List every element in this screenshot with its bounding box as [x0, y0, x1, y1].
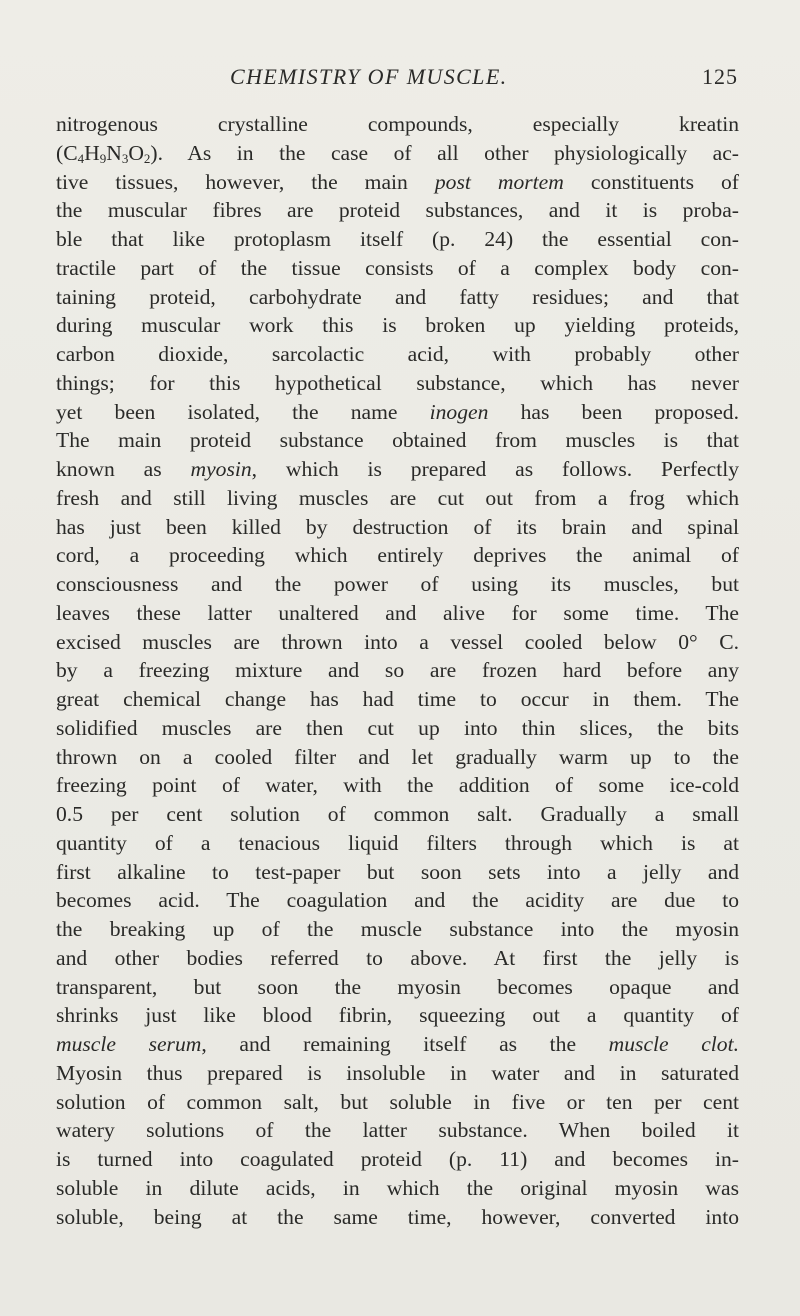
text-line	[56, 743, 739, 772]
text-run: leaves these latter unaltered and alive for some time. The	[56, 600, 739, 625]
text-run: watery solutions of the latter substance. When boiled it	[56, 1118, 739, 1143]
text-line	[56, 829, 739, 858]
text-run: freezing point of water, with the addition of some ice-cold	[56, 773, 739, 798]
text-run: by a freezing mixture and so are frozen hard before any	[56, 658, 739, 683]
text-line	[56, 771, 739, 800]
text-run: yet been isolated, the name	[56, 399, 430, 424]
text-run: tive tissues, however, the main	[56, 169, 435, 194]
text-line	[56, 340, 739, 369]
text-run: constituents of	[563, 169, 739, 194]
italic-term: myosin	[190, 457, 252, 481]
text-run: has just been killed by destruction of its brain and spinal	[56, 514, 739, 539]
text-line	[56, 886, 739, 915]
text-line	[56, 858, 739, 887]
italic-term: post mortem	[434, 169, 564, 194]
text-line	[56, 1174, 739, 1203]
italic-term: inogen	[429, 399, 489, 424]
text-run: fresh and still living muscles are cut out from a frog which	[56, 485, 739, 510]
text-line	[56, 944, 739, 973]
text-line	[56, 541, 739, 570]
text-run: thrown on a cooled filter and let gradually warm up to the	[56, 744, 739, 769]
text-run: is turned into coagulated proteid (p. 11) and becomes in-	[56, 1147, 739, 1171]
text-run: $(C_4H_9N_3O_2)$. As in the case of all other physiologically ac-	[56, 140, 739, 166]
text-line	[56, 570, 739, 599]
italic-term: muscle clot.	[608, 1032, 740, 1056]
text-run: consciousness and the power of using its muscles, but	[56, 572, 739, 596]
text-line	[56, 973, 739, 1002]
text-line	[56, 168, 739, 197]
text-run: the breaking up of the muscle substance into the myosin	[56, 917, 739, 941]
running-title: CHEMISTRY OF MUSCLE.	[230, 64, 508, 89]
text-run: first alkaline to test-paper but soon sets into a jelly and	[56, 859, 739, 884]
text-run: The main proteid substance obtained from muscles is that	[56, 428, 739, 453]
text-run: tractile part of the tissue consists of a complex body con-	[56, 255, 739, 280]
text-line	[56, 1001, 739, 1030]
text-line	[56, 685, 739, 714]
text-line	[56, 110, 739, 139]
text-run: has been proposed.	[488, 399, 739, 424]
text-line	[56, 599, 739, 628]
page-header	[0, 64, 800, 98]
text-run: solution of common salt, but soluble in five or ten per cent	[56, 1089, 739, 1114]
text-run: ble that like protoplasm itself (p. 24) the essential con-	[56, 227, 739, 251]
text-run: great chemical change has had time to occur in them. The	[56, 687, 739, 711]
text-line	[56, 1088, 739, 1117]
text-line	[56, 283, 739, 312]
text-line	[56, 1030, 739, 1059]
text-line	[56, 369, 739, 398]
text-line	[56, 513, 739, 542]
text-line	[56, 426, 739, 455]
text-line	[56, 139, 739, 168]
text-run: Myosin thus prepared is insoluble in water and in saturated	[56, 1060, 739, 1085]
text-run: quantity of a tenacious liquid filters through which is at	[56, 830, 739, 855]
text-run: , and remaining itself as the	[201, 1032, 609, 1056]
text-run: solidified muscles are then cut up into thin slices, the bits	[56, 715, 739, 740]
text-line	[56, 1145, 739, 1174]
text-run: taining proteid, carbohydrate and fatty residues; and that	[56, 284, 739, 309]
page-number: 125	[702, 64, 738, 89]
text-line	[56, 484, 739, 513]
text-run: soluble, being at the same time, however, converted into	[56, 1204, 739, 1229]
italic-term: muscle serum	[56, 1032, 202, 1056]
text-line	[56, 225, 739, 254]
text-run: transparent, but soon the myosin becomes opaque and	[56, 974, 739, 999]
text-line	[56, 656, 739, 685]
text-run: the muscular fibres are proteid substances, and it is proba-	[56, 198, 739, 223]
text-line	[56, 628, 739, 657]
text-run: carbon dioxide, sarcolactic acid, with probably other	[56, 342, 739, 366]
text-line	[56, 1116, 739, 1145]
text-run: cord, a proceeding which entirely deprives the animal of	[56, 543, 739, 568]
text-line	[56, 398, 739, 427]
text-line	[56, 800, 739, 829]
text-run: during muscular work this is broken up yielding proteids,	[56, 313, 739, 338]
text-line	[56, 1059, 739, 1088]
text-run: 0.5 per cent solution of common salt. Gradually a small	[56, 802, 739, 826]
text-line	[56, 1203, 739, 1232]
text-line	[56, 714, 739, 743]
text-line	[56, 254, 739, 283]
text-run: known as	[56, 457, 191, 481]
text-run: shrinks just like blood fibrin, squeezing out a quantity of	[56, 1003, 739, 1028]
text-run: nitrogenous crystalline compounds, especially kreatin	[56, 112, 739, 136]
body-text	[56, 110, 739, 1231]
text-line	[56, 455, 739, 484]
text-line	[56, 311, 739, 340]
text-run: soluble in dilute acids, in which the original myosin was	[56, 1175, 739, 1200]
text-run: things; for this hypothetical substance, which has never	[56, 370, 739, 395]
text-run: becomes acid. The coagulation and the acidity are due to	[56, 888, 739, 913]
text-line	[56, 915, 739, 944]
text-run: , which is prepared as follows. Perfectly	[251, 457, 739, 481]
text-run: excised muscles are thrown into a vessel cooled below 0° C.	[56, 629, 739, 654]
text-run: and other bodies referred to above. At first the jelly is	[56, 945, 739, 970]
text-line	[56, 196, 739, 225]
